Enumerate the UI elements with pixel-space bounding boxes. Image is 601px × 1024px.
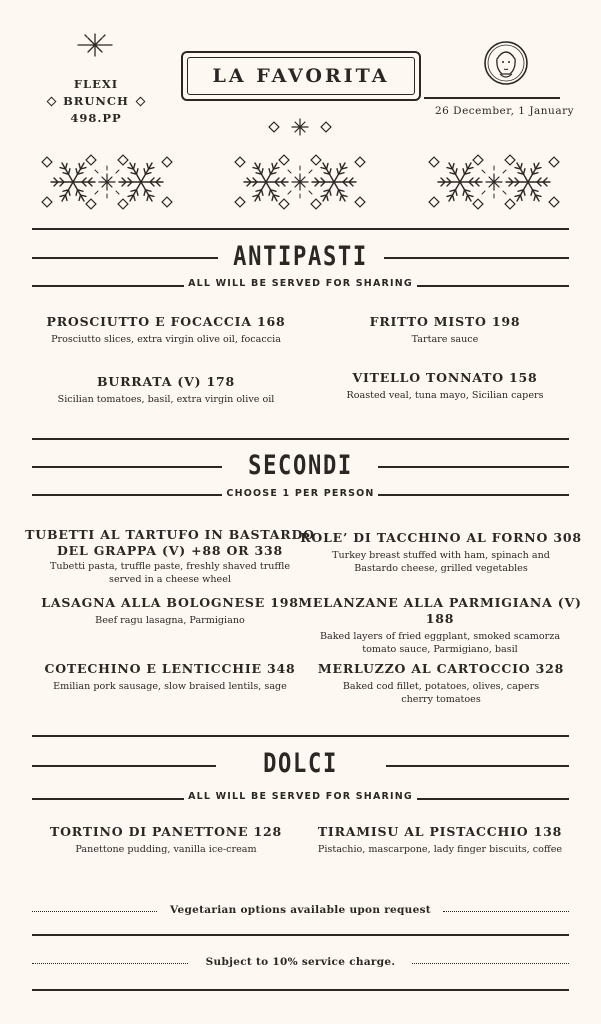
diamond-icon <box>135 97 145 107</box>
section-title-secondi: SECONDI <box>248 450 353 481</box>
section-subtitle: ALL WILL BE SERVED FOR SHARING <box>188 791 413 802</box>
item-description: Pistachio, mascarpone, lady finger biscuits, coffee <box>317 844 563 855</box>
item-description: Tartare sauce <box>411 334 479 345</box>
item-name: TIRAMISU AL PISTACCHIO 138 <box>317 824 563 839</box>
brunch-line: BRUNCH <box>63 94 129 108</box>
item-description: Roasted veal, tuna mayo, Sicilian capers <box>346 390 544 401</box>
item-description: Prosciutto slices, extra virgin olive oil, focaccia <box>51 334 281 345</box>
item-description: Sicilian tomatoes, basil, extra virgin olive oil <box>57 394 275 405</box>
price-per-person: 498.PP <box>70 111 122 125</box>
item-description: Turkey breast stuffed with ham, spinach and <box>332 550 550 561</box>
item-description: Tubetti pasta, truffle paste, freshly shaved truffle <box>49 561 291 572</box>
menu-item <box>20 595 320 628</box>
divider <box>32 989 569 991</box>
item-name: LASAGNA ALLA BOLOGNESE 198 <box>41 595 299 610</box>
section-title-dolci: DOLCI <box>263 748 338 779</box>
item-name: VITELLO TONNATO 158 <box>352 370 538 385</box>
item-description: tomato sauce, Parmigiano, basil <box>362 643 518 655</box>
sparkle-icon <box>76 32 114 58</box>
item-name: ROLE’ DI TACCHINO AL FORNO 308 <box>300 530 582 545</box>
divider <box>32 438 569 440</box>
event-dates: 26 December, 1 January <box>434 105 575 117</box>
item-name: MERLUZZO AL CARTOCCIO 328 <box>317 661 565 676</box>
section-title-antipasti: ANTIPASTI <box>233 241 368 272</box>
item-name: FRITTO MISTO 198 <box>369 314 521 329</box>
flexi-brunch-label <box>46 76 146 127</box>
item-name: DEL GRAPPA (V) +88 OR 338 <box>56 543 284 558</box>
snowflake-banner <box>0 150 601 214</box>
item-name: PROSCIUTTO E FOCACCIA 168 <box>46 314 286 329</box>
item-description: Emilian pork sausage, slow braised lentils, sage <box>53 681 287 692</box>
menu-item <box>296 661 586 706</box>
section-subtitle: ALL WILL BE SERVED FOR SHARING <box>188 278 413 289</box>
medallion-portrait-icon <box>480 39 532 87</box>
item-description: cherry tomatoes <box>401 693 481 705</box>
item-description: Baked cod fillet, potatoes, olives, capers <box>342 681 540 692</box>
divider <box>32 228 569 230</box>
item-name: MELANZANE ALLA PARMIGIANA (V) 188 <box>298 595 582 626</box>
divider <box>32 934 569 936</box>
menu-item <box>290 595 590 656</box>
item-description: Baked layers of fried eggplant, smoked scamorza <box>319 631 561 642</box>
ornament-row-icon <box>268 118 332 136</box>
menu-item <box>16 824 316 857</box>
diamond-icon <box>47 97 57 107</box>
menu-item <box>310 370 580 403</box>
divider <box>32 735 569 737</box>
menu-item <box>310 314 580 347</box>
item-description: served in a cheese wheel <box>109 573 231 585</box>
menu-item <box>296 530 586 575</box>
item-description: Beef ragu lasagna, Parmigiano <box>95 615 245 626</box>
item-description: Panettone pudding, vanilla ice-cream <box>75 844 257 855</box>
menu-item <box>16 374 316 407</box>
service-charge-note: Subject to 10% service charge. <box>205 956 396 968</box>
item-name: TUBETTI AL TARTUFO IN BASTARDO <box>25 527 315 542</box>
item-description: Bastardo cheese, grilled vegetables <box>354 562 528 574</box>
menu-item <box>20 527 320 586</box>
menu-item <box>20 661 320 694</box>
menu-item <box>290 824 590 857</box>
item-name: COTECHINO E LENTICCHIE 348 <box>44 661 296 676</box>
logo-frame <box>181 51 421 101</box>
item-name: TORTINO DI PANETTONE 128 <box>50 824 282 839</box>
vegetarian-note: Vegetarian options available upon request <box>170 904 431 916</box>
item-name: BURRATA (V) 178 <box>97 374 235 389</box>
flexi-line: FLEXI <box>73 77 119 91</box>
restaurant-logo: LA FAVORITA <box>212 65 390 87</box>
section-subtitle: CHOOSE 1 PER PERSON <box>226 488 375 499</box>
menu-item <box>16 314 316 347</box>
